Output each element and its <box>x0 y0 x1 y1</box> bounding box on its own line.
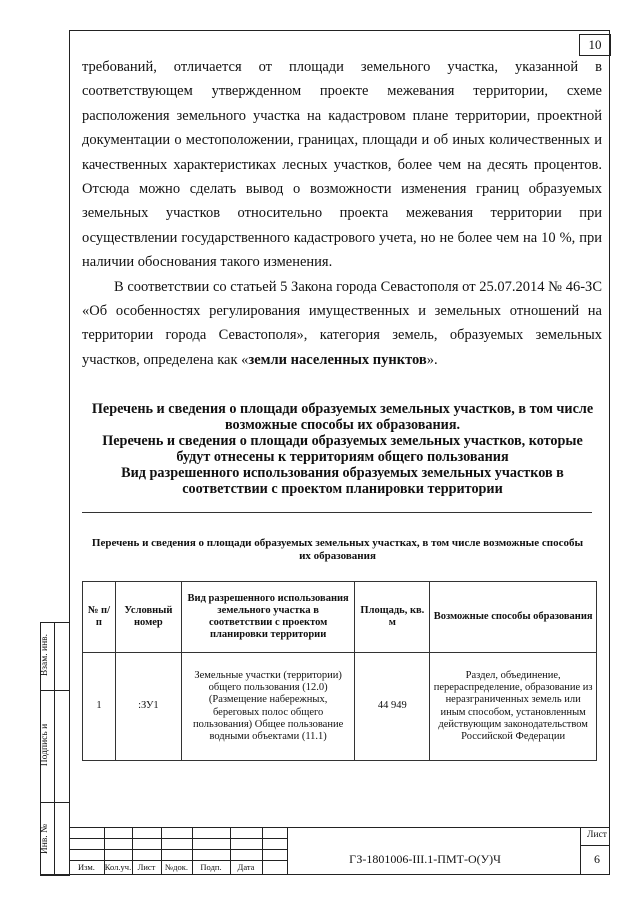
stamp-row-line-3 <box>69 860 287 861</box>
stamp-col-list: Лист <box>137 862 156 872</box>
frame-right-border <box>609 30 610 875</box>
heading-2: Перечень и сведения о площади образуемых земельных участков, которые будут отнесены к территориям общего пользования <box>102 433 583 466</box>
stamp-col-izm: Изм. <box>78 862 95 872</box>
side-strip-divider <box>54 622 55 874</box>
col-header-code: Условный номер <box>115 582 181 653</box>
col-header-num: № п/п <box>83 582 116 653</box>
paragraph-2-text: В соответствии со статьей 5 Закона города Севастополя от 25.07.2014 № 46-ЗС «Об особенностях регулирования имущественных и земельных отношений на территории города Севастополя», категория земель, образуемых земельных участков, определена как « <box>82 278 602 368</box>
cell-methods: Раздел, объединение, перераспределение, образование из неразграниченных земель или иным способом, установленным действующим законодательством Российской Федерации <box>430 653 597 761</box>
table-top-rule <box>82 512 592 513</box>
stamp-row-line-2 <box>69 849 287 850</box>
stamp-sheet-line <box>580 845 610 846</box>
stamp-top-line <box>69 827 610 828</box>
paragraph-1: требований, отличается от площади земельного участка, указанной в соответствующем утвержденном проекте межевания территории, схеме расположения земельного участка на кадастровом плане территории, проектной документации о местоположении, границах, площади и об иных количественных и качественных характеристиках лесных участков, более чем на десять процентов. Отсюда можно сделать вывод о возможности изменения границ образуемых земельных участков относительно проекта межевания территории при осуществлении государственного кадастрового учета, но не более чем на 10 %, при наличии обоснования такого изменения. <box>82 59 602 271</box>
cell-num: 1 <box>83 653 116 761</box>
col-header-methods: Возможные способы образования <box>430 582 597 653</box>
col-header-use: Вид разрешенного использования земельного участка в соответствии с проектом планировки территории <box>181 582 355 653</box>
stamp-col-line-6 <box>262 827 263 875</box>
paragraph-2-tail: ». <box>426 351 438 368</box>
col-header-area: Площадь, кв. м <box>355 582 430 653</box>
table-row <box>83 653 597 761</box>
side-strip-sep-2 <box>40 802 70 803</box>
stamp-col-data: Дата <box>237 862 255 872</box>
cell-use: Земельные участки (территории) общего пользования (12.0) (Размещение набережных, береговых полос общего пользования) Общее пользование водными объектами (11.1) <box>181 653 355 761</box>
land-category: земли населенных пунктов <box>248 351 427 368</box>
stamp-col-kol-uch: Кол.уч. <box>104 862 132 872</box>
table-caption: Перечень и сведения о площади образуемых земельных участках, в том числе возможные способы их образования <box>91 537 584 562</box>
side-label-inv-no: Инв. № <box>40 823 50 855</box>
sheet-number: 6 <box>594 852 600 866</box>
stamp-col-ndok: №док. <box>165 862 188 872</box>
side-strip-sep-1 <box>40 690 70 691</box>
sheet-label: Лист <box>587 830 607 840</box>
stamp-col-line-7 <box>287 827 288 875</box>
frame-bottom-border <box>40 874 610 875</box>
table-header-row <box>83 582 597 653</box>
frame-top-border <box>69 30 610 31</box>
page-number: 10 <box>579 34 611 56</box>
stamp-row-line-1 <box>69 838 287 839</box>
stamp-col-podp: Подп. <box>200 862 222 872</box>
cell-code: :ЗУ1 <box>115 653 181 761</box>
heading-3: Вид разрешенного использования образуемых земельных участков в соответствии с проектом планировки территории <box>121 465 564 498</box>
side-label-inv-vzam: Взам. инв. <box>40 633 50 677</box>
document-code: ГЗ-1801006-III.1-ПМТ-О(У)Ч <box>349 852 501 866</box>
stamp-col-line-8 <box>580 827 581 875</box>
paragraph-2 <box>82 275 602 373</box>
body-text <box>82 55 602 372</box>
heading-1: Перечень и сведения о площади образуемых земельных участков, в том числе возможные способы их образования. <box>91 401 594 434</box>
side-label-podpis: Подпись и <box>40 723 50 767</box>
cell-area: 44 949 <box>355 653 430 761</box>
land-plots-table <box>82 581 597 761</box>
